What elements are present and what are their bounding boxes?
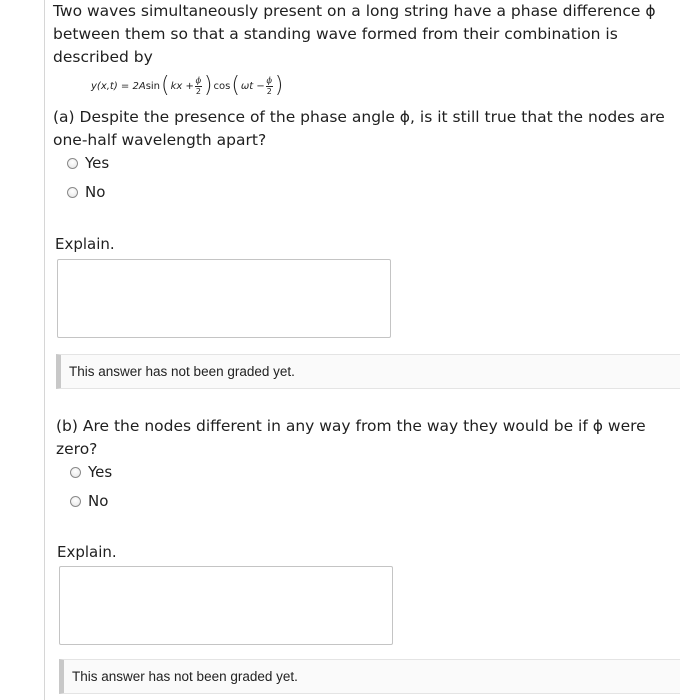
eq-cos: cos: [213, 80, 231, 92]
option-b-yes[interactable]: [70, 463, 112, 481]
eq-paren-open-1: (: [161, 73, 170, 98]
explain-label-a: Explain.: [55, 235, 115, 253]
explain-label-b: Explain.: [57, 543, 117, 561]
option-label: Yes: [88, 463, 113, 481]
eq-sin: sin: [145, 80, 161, 92]
question-b: (b) Are the nodes different in any way from the way they would be if ϕ were zero?: [56, 417, 646, 458]
eq-frac-den: 2: [266, 86, 272, 96]
eq-frac-phi-over-2-a: [195, 77, 202, 96]
eq-lhs: y(x,t) = 2A: [91, 80, 146, 92]
standing-wave-equation: [91, 71, 284, 101]
content-left-border: [44, 0, 45, 700]
grading-status-a: This answer has not been graded yet.: [56, 354, 680, 389]
option-a-no[interactable]: [67, 183, 105, 201]
eq-paren-close-1: ): [203, 73, 213, 98]
option-b-no[interactable]: [70, 492, 108, 510]
eq-frac-num: ϕ: [266, 75, 272, 85]
explain-input-b[interactable]: [59, 566, 393, 645]
radio-b-yes[interactable]: [70, 467, 81, 478]
option-label: Yes: [85, 154, 110, 172]
option-a-yes[interactable]: [67, 154, 109, 172]
eq-frac-num: ϕ: [195, 75, 202, 85]
eq-paren-open-2: (: [231, 73, 240, 98]
eq-frac-den: 2: [195, 86, 201, 96]
eq-frac-phi-over-2-b: [266, 77, 273, 96]
eq-paren-close-2: ): [274, 73, 284, 98]
option-label: No: [85, 183, 106, 201]
question-a: (a) Despite the presence of the phase angle ϕ, is it still true that the nodes are one-half wavelength apart?: [53, 108, 665, 149]
radio-a-yes[interactable]: [67, 158, 78, 169]
explain-input-a[interactable]: [57, 259, 391, 338]
option-label: No: [88, 492, 109, 510]
radio-a-no[interactable]: [67, 187, 78, 198]
eq-wt: ωt −: [240, 80, 265, 92]
problem-intro: Two waves simultaneously present on a long string have a phase difference ϕ between them so that a standing wave formed from their combination is described by: [53, 2, 656, 66]
eq-kx: kx +: [170, 80, 194, 92]
radio-b-no[interactable]: [70, 496, 81, 507]
grading-status-b: This answer has not been graded yet.: [59, 659, 680, 694]
